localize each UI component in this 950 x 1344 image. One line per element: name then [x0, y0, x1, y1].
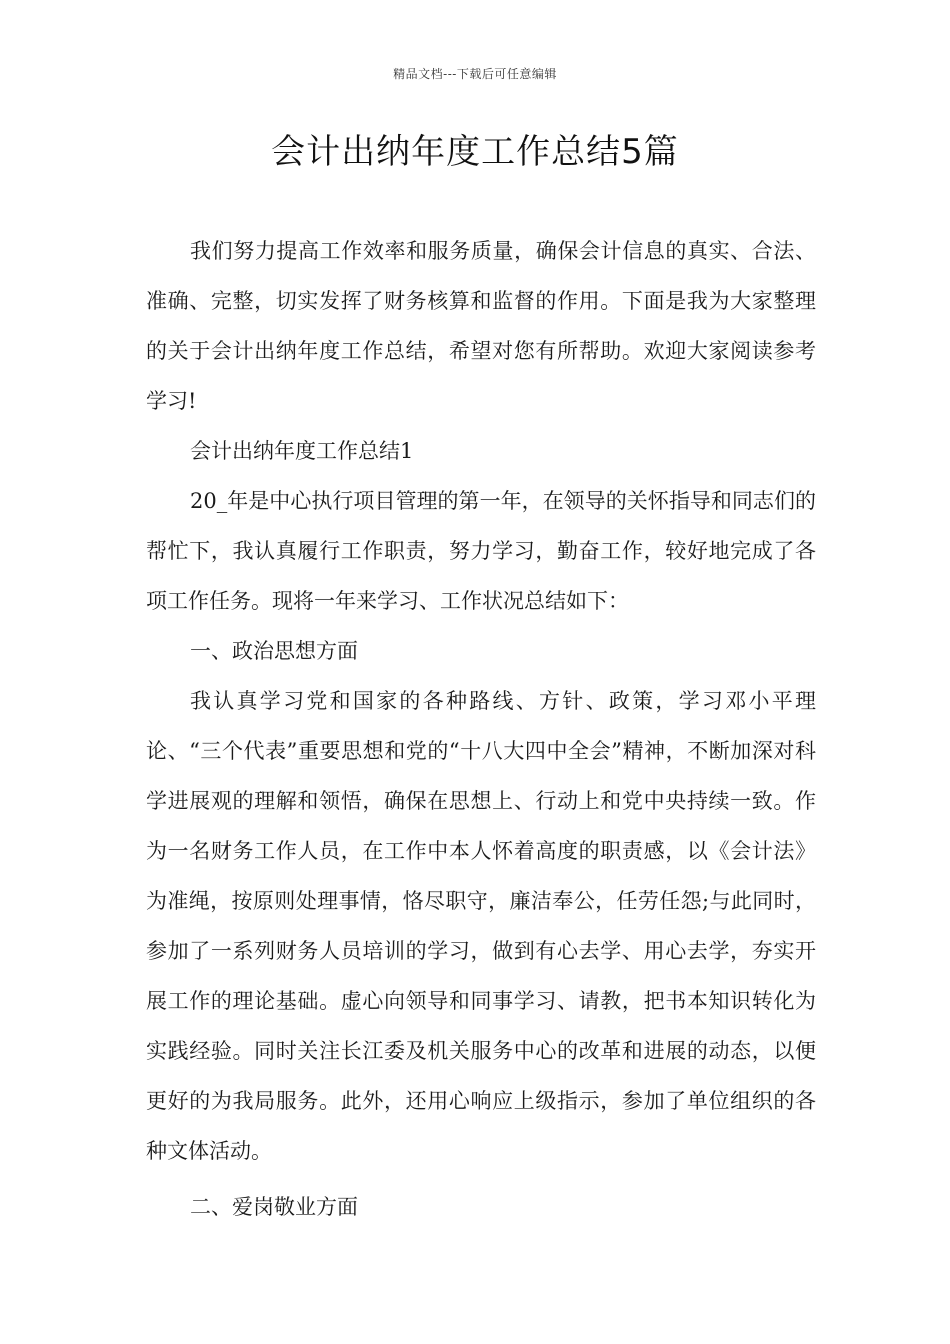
page-header-watermark: 精品文档---下载后可任意编辑 — [393, 67, 557, 81]
section-1-title: 会计出纳年度工作总结1 — [190, 439, 414, 463]
document-body — [146, 226, 816, 1232]
intro-paragraph: 我们努力提高工作效率和服务质量，确保会计信息的真实、合法、准确、完整，切实发挥了财务核算和监督的作用。下面是我为大家整理的关于会计出纳年度工作总结，希望对您有所帮助。欢迎大家阅读参考学习! — [146, 239, 816, 413]
section-1-paragraph-1: 20_年是中心执行项目管理的第一年，在领导的关怀指导和同志们的帮忙下，我认真履行工作职责，努力学习，勤奋工作，较好地完成了各项工作任务。现将一年来学习、工作状况总结如下： — [146, 489, 816, 613]
subheading-political-thought: 一、政治思想方面 — [190, 639, 358, 663]
document-title: 会计出纳年度工作总结5篇 — [271, 132, 679, 172]
subheading-work-dedication: 二、爱岗敬业方面 — [190, 1195, 358, 1219]
section-1-paragraph-2: 我认真学习党和国家的各种路线、方针、政策，学习邓小平理论、“三个代表”重要思想和党的“十八大四中全会”精神，不断加深对科学进展观的理解和领悟，确保在思想上、行动上和党中央持续一致。作为一名财务工作人员，在工作中本人怀着高度的职责感，以《会计法》为准绳，按原则处理事情，恪尽职守，廉洁奉公，任劳任怨;与此同时，参加了一系列财务人员培训的学习，做到有心去学、用心去学，夯实开展工作的理论基础。虚心向领导和同事学习、请教，把书本知识转化为实践经验。同时关注长江委及机关服务中心的改革和进展的动态，以便更好的为我局服务。此外，还用心响应上级指示，参加了单位组织的各种文体活动。 — [146, 689, 816, 1163]
